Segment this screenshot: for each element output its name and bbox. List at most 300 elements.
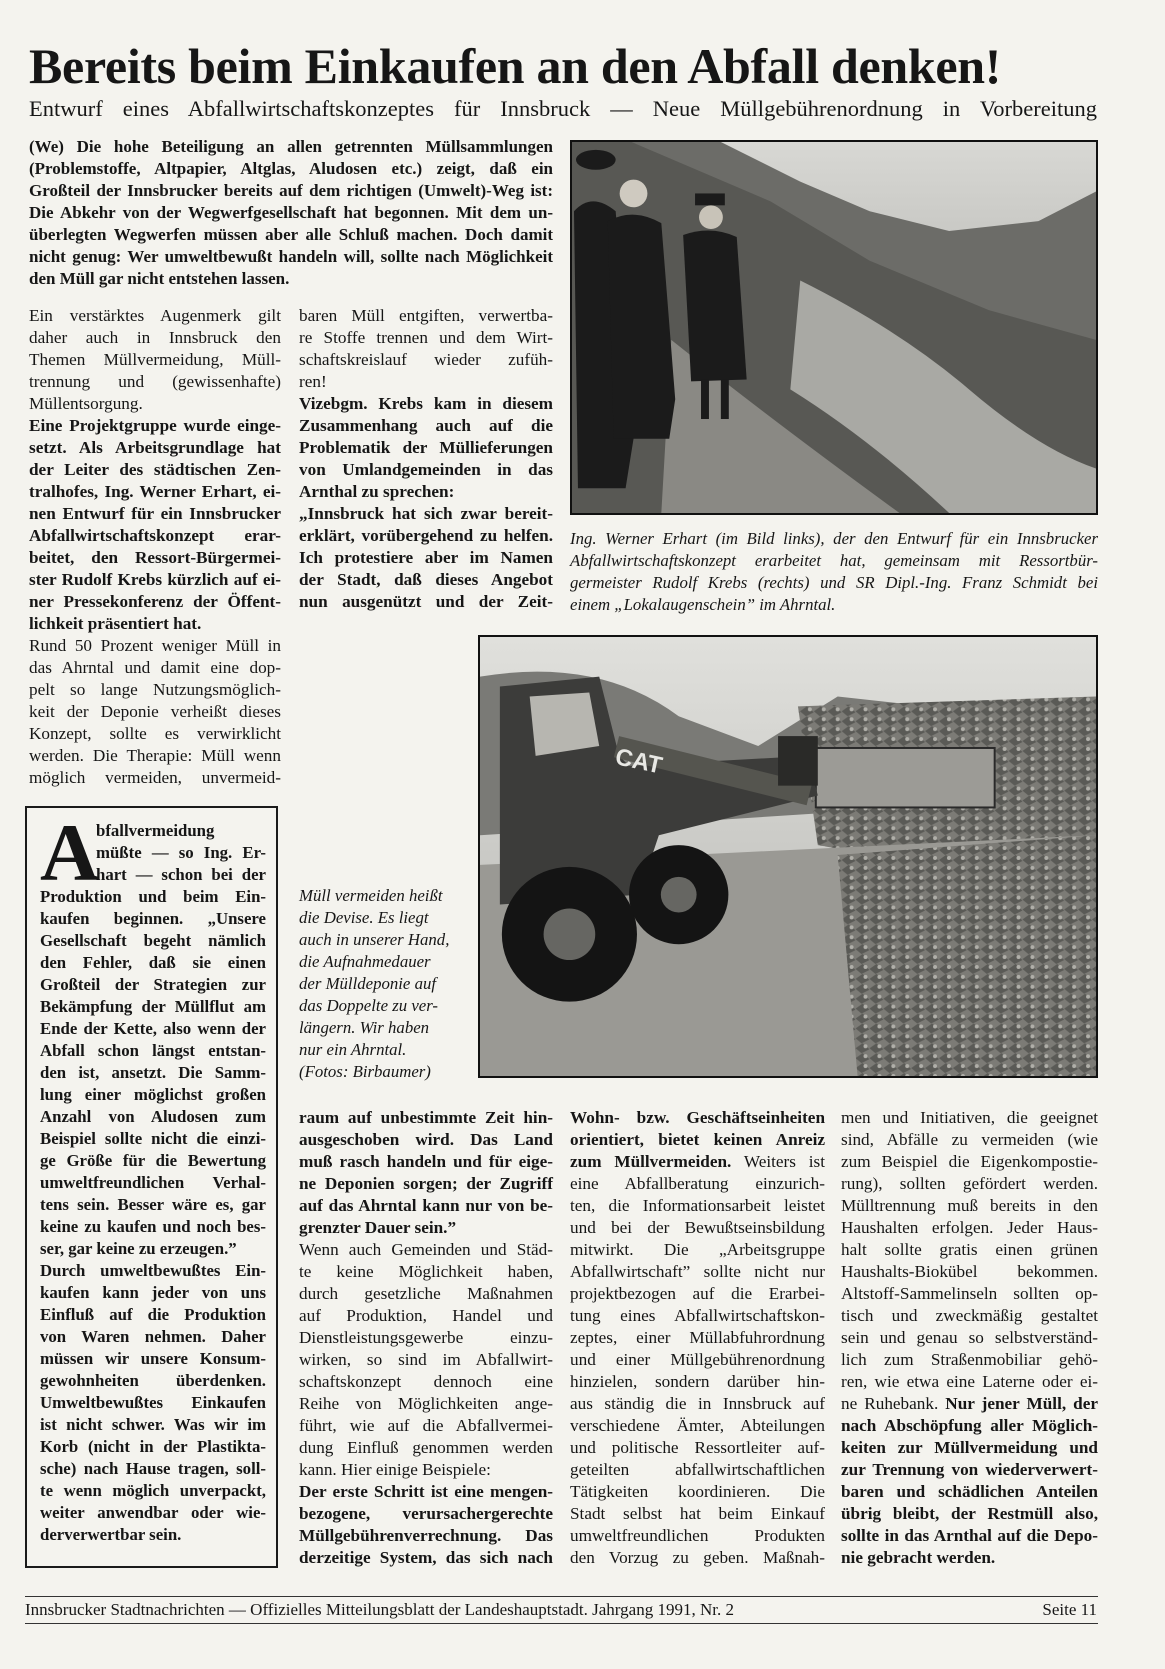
text-line [570,1217,825,1239]
line-text: der Mülldeponie auf [299,974,437,993]
line-text: halt sollte gratis einen grünen [841,1240,1098,1259]
text-line [570,1283,825,1305]
line-text: pelt so lange Nutzungsmöglich- [29,680,281,699]
line-text: grenzter Dauer sein.” [299,1218,457,1237]
text-line [40,1282,266,1304]
line-text: und politische Ressortleiter auf- [570,1438,825,1457]
line-text: (We) Die hohe Beteiligung an allen getrennten Müllsammlungen [29,137,553,156]
text-line [29,349,281,371]
line-text: müßte — so Ing. Er- [96,843,266,862]
text-line [299,995,469,1017]
line-text: eine Abfallberatung einzurich- [570,1174,825,1193]
text-line [40,886,266,908]
line-text: Tätigkeiten koordinieren. Die [570,1482,825,1501]
line-text: muß rasch handeln und für eige- [299,1152,553,1171]
text-line [299,503,553,525]
text-line [40,1106,266,1128]
line-text: der Stadt, daß dieses Angebot [299,570,553,589]
text-line [570,1481,825,1503]
text-line [40,1238,266,1260]
text-line [299,1415,553,1437]
text-line [29,481,281,503]
text-line [299,1327,553,1349]
line-text: umweltfreundlichen Verhal- [40,1173,266,1192]
text-line [299,415,553,437]
article-column-1-top [29,305,281,789]
text-line [29,635,281,657]
line-text: durch gesetzliche Maßnahmen [299,1284,553,1303]
text-line [29,745,281,767]
line-text: Beispiel sollte nicht die einzi- [40,1129,266,1148]
line-text: daher auch in Innsbruck den [29,328,281,347]
text-line [29,437,281,459]
line-text: Müllgebührenverrechnung. Das [299,1526,553,1545]
line-text: den Vorzug zu geben. Maßnah- [570,1548,825,1567]
line-text: Eine Projektgruppe wurde einge- [29,416,281,435]
line-text: Mülltrennung muß bereits in den [841,1196,1098,1215]
text-line [841,1151,1098,1173]
text-line [40,930,266,952]
text-line [570,1437,825,1459]
text-line [299,1173,553,1195]
line-text: rung), sollten gefördert werden. [841,1174,1098,1193]
line-text: ten, die Informationsarbeit leistet [570,1196,825,1215]
text-line [29,591,281,613]
line-text: nicht genug: Wer umweltbewußt handeln will, sollte nach Möglichkeit [29,247,553,266]
line-text: (Fotos: Birbaumer) [299,1062,431,1081]
text-line [299,1371,553,1393]
text-line [841,1107,1098,1129]
line-text: ster Rudolf Krebs kürzlich auf ei- [29,570,281,589]
text-line [299,569,553,591]
line-text: lung einer möglichst großen [40,1085,266,1104]
photo-wheel-loader-landfill [478,635,1098,1078]
line-text: Konzept, sollte es verwirklicht [29,724,281,743]
line-text: „Innsbruck hat sich zwar bereit- [299,504,553,523]
line-text: Dienstleistungsgewerbe einzu- [299,1328,553,1347]
text-line [40,1040,266,1062]
line-text: Wenn auch Gemeinden und Städ- [299,1240,553,1259]
text-line [299,951,469,973]
text-line [841,1173,1098,1195]
text-line [29,767,281,789]
text-line [841,1547,1098,1569]
text-line [841,1239,1098,1261]
line-text: einem „Lokalaugenschein” im Ahrntal. [570,595,836,614]
text-line [40,1348,266,1370]
text-line [40,1084,266,1106]
text-line [299,349,553,371]
text-line [570,1547,825,1569]
text-line [299,371,553,393]
line-text: Haushalten erfolgen. Jeder Haus- [841,1218,1098,1237]
footer-top-rule [25,1596,1098,1597]
line-text: Rund 50 Prozent weniger Müll in [29,636,281,655]
line-text: sind, Abfälle zu vermeiden (wie [841,1130,1098,1149]
line-segment: übrig bleibt, der Restmüll also, [841,1504,1098,1523]
line-text: werden. Die Therapie: Müll wenn [29,746,281,765]
line-text: nen Entwurf für ein Innsbrucker [29,504,281,523]
text-line [299,1195,553,1217]
line-segment: nie gebracht werden. [841,1548,996,1567]
text-line [29,202,553,224]
text-line [841,1437,1098,1459]
line-text: setzt. Als Arbeitsgrundlage hat [29,438,281,457]
line-text: Stadt selbst hat beim Einkauf [570,1504,825,1523]
text-line [570,1349,825,1371]
line-text: te wenn möglich unverpackt, [40,1481,266,1500]
line-text: aus ständig die in Innsbruck auf [570,1394,825,1413]
line-text: auch in unserer Hand, [299,930,450,949]
text-line [570,1327,825,1349]
text-line [570,1459,825,1481]
text-line [40,1436,266,1458]
line-text: Der erste Schritt ist eine mengen- [299,1482,553,1501]
text-line [40,908,266,930]
line-text: bezogene, verursachergerechte [299,1504,553,1523]
text-line [841,1459,1098,1481]
text-line [29,246,553,268]
text-line [570,1261,825,1283]
text-line [299,1217,553,1239]
text-line [570,1239,825,1261]
line-text: Zusammenhang auch auf die [299,416,553,435]
line-text: schaftskreislauf wieder zufüh- [299,350,553,369]
text-line [299,327,553,349]
text-line [841,1415,1098,1437]
text-line [299,1017,469,1039]
text-line [299,1239,553,1261]
line-segment: baren und schädlichen Anteilen [841,1482,1098,1501]
line-text: auf das Ahrntal kann nur von be- [299,1196,553,1215]
line-text: den Fehler, daß sie einen [40,953,266,972]
line-text: umweltfreundlichen Produkten [570,1526,825,1545]
drop-cap: A [40,807,100,898]
line-text: hinzielen, sondern darüber hin- [570,1372,825,1391]
text-line [299,437,553,459]
line-text: nur ein Ahrntal. [299,1040,407,1059]
loader-brand-text: CAT [612,743,665,780]
text-line [841,1371,1098,1393]
line-text: Müllentsorgung. [29,394,143,413]
text-line [40,1392,266,1414]
text-line [570,1393,825,1415]
line-text: dung Einfluß genommen werden [299,1438,553,1457]
line-text: überlegten Wegwerfen müssen aber alle Schluß machen. Doch damit [29,225,553,244]
line-text: bfallvermeidung [96,821,215,840]
line-text: weiter anwendbar oder wie- [40,1503,266,1522]
text-line [299,481,553,503]
line-text: ser, gar keine zu erzeugen.” [40,1239,237,1258]
line-text: kann. Hier einige Beispiele: [299,1460,491,1479]
text-line [841,1261,1098,1283]
line-text: Korb (nicht in der Plastikta- [40,1437,266,1456]
line-text: führt, wie auf die Abfallvermei- [299,1416,553,1435]
line-text: der Leiter des städtischen Zen- [29,460,281,479]
text-line [29,679,281,701]
text-line [299,1283,553,1305]
footer-bottom-rule [25,1623,1098,1624]
text-line [29,613,281,635]
line-text: derzeitige System, das sich nach [299,1548,553,1567]
text-line [40,1216,266,1238]
text-line [299,1437,553,1459]
subheadline: Entwurf eines Abfallwirtschaftskonzeptes für Innsbruck — Neue Müllgebührenordnung in Vorbereitung [29,96,1097,121]
line-segment: zum Müllvermeiden. [570,1152,732,1171]
text-line [40,1326,266,1348]
line-text: Einfluß auf die Produktion [40,1305,266,1324]
text-line [40,974,266,996]
line-text: erklärt, vorübergehend zu helfen. [299,526,553,545]
line-text: men und Initiativen, die geeignet [841,1108,1098,1127]
text-line [299,1481,553,1503]
text-line [40,1458,266,1480]
line-text: projektbezogen auf die Erarbei- [570,1284,825,1303]
text-line [570,1195,825,1217]
text-line [570,528,1098,550]
text-line [299,973,469,995]
text-line [29,415,281,437]
line-text: sein und genau so selbstverständ- [841,1328,1098,1347]
text-line [299,1261,553,1283]
text-line [29,503,281,525]
line-text: schaftskonzept dennoch eine [299,1372,553,1391]
text-line [841,1349,1098,1371]
text-line [29,723,281,745]
line-text: Produktion und beim Ein- [40,887,266,906]
text-line [40,1172,266,1194]
footer-page-number: Seite 11 [1042,1600,1097,1619]
line-text: Umweltbewußtes Einkaufen [40,1393,266,1412]
text-line [841,1217,1098,1239]
text-line [299,907,469,929]
line-text: ge Größe für die Bewertung [40,1151,266,1170]
photo-officials-at-landfill [570,140,1098,515]
text-line [299,1525,553,1547]
line-text: verschiedene Ämter, Abteilungen [570,1416,825,1435]
text-line [841,1129,1098,1151]
text-line [40,1304,266,1326]
line-text: Großteil der Innsbrucker bereits auf dem richtigen (Umwelt)-Weg ist: [29,181,553,200]
line-text: tralhofes, Ing. Werner Erhart, ei- [29,482,281,501]
line-text: Anzahl von Aludosen zum [40,1107,266,1126]
text-line [40,842,266,864]
line-text: zum Beispiel die Eigenkompostie- [841,1152,1098,1171]
line-text: tisch und zweckmäßig gestaltet [841,1306,1098,1325]
text-line [570,1305,825,1327]
text-line [29,569,281,591]
article-column-2-top [299,305,553,613]
line-text: Vizebgm. Krebs kam in diesem [299,394,553,413]
line-text: kaufen kann jeder von uns [40,1283,266,1302]
line-text: keine zu kaufen und noch bes- [40,1217,266,1236]
text-line [841,1305,1098,1327]
article-column-4-bottom [841,1107,1098,1569]
line-text: den ist, ansetzt. Die Samm- [40,1063,266,1082]
text-line [29,305,281,327]
line-text: Abfallwirtschaft” sollte nicht nur [570,1262,825,1281]
text-line [570,572,1098,594]
line-text: Durch umweltbewußtes Ein- [40,1261,266,1280]
line-text: tung eines Abfallwirtschaftskon- [570,1306,825,1325]
text-line [29,136,553,158]
text-line [29,327,281,349]
line-text: Reihe von Möglichkeiten ange- [299,1394,553,1413]
line-text: und bei der Bewußtseinsbildung [570,1218,825,1237]
line-text: Ich protestiere aber im Namen [299,548,553,567]
line-text: Großteil der Strategien zur [40,975,266,994]
text-line [299,1039,469,1061]
line-text: Themen Müllvermeidung, Müll- [29,350,281,369]
text-line [299,1547,553,1569]
text-line [299,1459,553,1481]
text-line [299,393,553,415]
text-line [299,1393,553,1415]
line-text: von Umlandgemeinden in das [299,460,553,479]
text-line [841,1525,1098,1547]
sidebar-box-text [40,820,266,1546]
line-text: auf Produktion, Handel und [299,1306,553,1325]
text-line [29,268,553,290]
text-line [29,158,553,180]
line-text: Arnthal zu sprechen: [299,482,455,501]
text-line [29,371,281,393]
line-text: kaufen beginnen. „Unsere [40,909,266,928]
text-line [299,1129,553,1151]
text-line [29,459,281,481]
line-segment: Weiters ist [731,1152,826,1171]
line-text: Bekämpfung der Müllflut am [40,997,266,1016]
text-line [299,1151,553,1173]
text-line [29,180,553,202]
text-line [40,1062,266,1084]
text-line [40,1018,266,1040]
text-line [570,594,1098,616]
text-line [299,1061,469,1083]
line-text: derverwertbar sein. [40,1525,182,1544]
headline: Bereits beim Einkaufen an den Abfall denken! [29,38,1002,94]
text-line [299,547,553,569]
line-text: mitwirkt. Die „Arbeitsgruppe [570,1240,825,1259]
text-line [841,1283,1098,1305]
line-text: germeister Rudolf Krebs (rechts) und SR Dipl.-Ing. Franz Schmidt bei [570,573,1098,592]
line-text: beitet, den Ressort-Bürgermei- [29,548,281,567]
line-text: das Ahrntal und damit eine dop- [29,658,281,677]
text-line [29,657,281,679]
text-line [40,952,266,974]
line-text: Müll vermeiden heißt [299,886,443,905]
line-text: lichkeit präsentiert hat. [29,614,202,633]
text-line [570,1173,825,1195]
line-text: keit der Deponie verheißt dieses [29,702,281,721]
line-text: ner Pressekonferenz der Öffent- [29,592,281,611]
text-line [570,550,1098,572]
line-text: Abfallwirtschaftskonzept erar- [29,526,281,545]
text-line [299,1107,553,1129]
line-text: lich zum Straßenmobiliar gehö- [841,1350,1098,1369]
line-text: Ein verstärktes Augenmerk gilt [29,306,281,325]
line-text: die Devise. Es liegt [299,908,429,927]
text-line [40,1502,266,1524]
line-text: hart — schon bei der [96,865,266,884]
text-line [299,885,469,907]
text-line [40,1260,266,1282]
text-line [40,864,266,886]
text-line [299,305,553,327]
text-line [40,1150,266,1172]
text-line [29,525,281,547]
line-text: ausgeschoben wird. Das Land [299,1130,553,1149]
text-line [570,1525,825,1547]
text-line [841,1327,1098,1349]
line-segment: keiten zur Müllvermeidung und [841,1438,1098,1457]
line-text: trennung und (gewissenhafte) [29,372,281,391]
text-line [299,459,553,481]
text-line [40,1524,266,1546]
text-line [40,1128,266,1150]
text-line [299,929,469,951]
text-line [40,1414,266,1436]
article-column-3-bottom [570,1107,825,1569]
line-text: baren Müll entgiften, verwertba- [299,306,553,325]
line-text: Abfall schon längst entstan- [40,1041,266,1060]
line-segment: orientiert, bietet keinen Anreiz [570,1130,825,1149]
text-line [299,1503,553,1525]
text-line [570,1415,825,1437]
line-segment: Nur jener Müll, der [945,1394,1099,1413]
text-line [841,1393,1098,1415]
line-text: den Müll gar nicht entstehen lassen. [29,269,290,288]
text-line [40,820,266,842]
line-text: die Aufnahmedauer [299,952,431,971]
text-line [29,224,553,246]
text-line [299,1305,553,1327]
line-segment: nach Abschöpfung aller Möglich- [841,1416,1098,1435]
text-line [570,1107,825,1129]
text-line [299,591,553,613]
text-line [570,1503,825,1525]
line-text: Haushalts-Biokübel bekommen. [841,1262,1098,1281]
line-text: sche) nach Hause tragen, soll- [40,1459,266,1478]
text-line [841,1195,1098,1217]
text-line [40,1194,266,1216]
line-segment: zur Trennung von wiederverwert- [841,1460,1098,1479]
line-segment: ne Ruhebank. [841,1394,946,1413]
line-segment: Wohn- bzw. Geschäftseinheiten [570,1108,825,1127]
line-text: und einer Müllgebührenordnung [570,1350,825,1369]
line-text: te keine Möglichkeit haben, [299,1262,553,1281]
line-text: Ing. Werner Erhart (im Bild links), der den Entwurf für ein Innsbrucker [570,529,1098,548]
line-text: möglich vermeiden, unvermeid- [29,768,281,787]
text-line [29,701,281,723]
line-text: zeptes, einer Müllabfuhrordnung [570,1328,825,1347]
line-text: ne Deponien sorgen; der Zugriff [299,1174,553,1193]
line-text: Die Abkehr von der Wegwerfgesellschaft hat begonnen. Mit dem un- [29,203,553,222]
text-line [570,1129,825,1151]
line-text: Altstoff-Sammelinseln sollten op- [841,1284,1098,1303]
line-text: (Problemstoffe, Altpapier, Altglas, Aludosen etc.) zeigt, daß ein [29,159,553,178]
line-text: re Stoffe trennen und dem Wirt- [299,328,553,347]
text-line [29,393,281,415]
text-line [40,1480,266,1502]
line-text: geteilten abfallwirtschaftlichen [570,1460,825,1479]
text-line [40,996,266,1018]
text-line [40,1370,266,1392]
footer-publication: Innsbrucker Stadtnachrichten — Offizielles Mitteilungsblatt der Landeshauptstadt. Jahrgang 1991, Nr. 2 [25,1600,734,1619]
line-text: ren! [299,372,327,391]
line-text: Ende der Kette, also wenn der [40,1019,266,1038]
line-text: nun ausgenützt und der Zeit- [299,592,553,611]
